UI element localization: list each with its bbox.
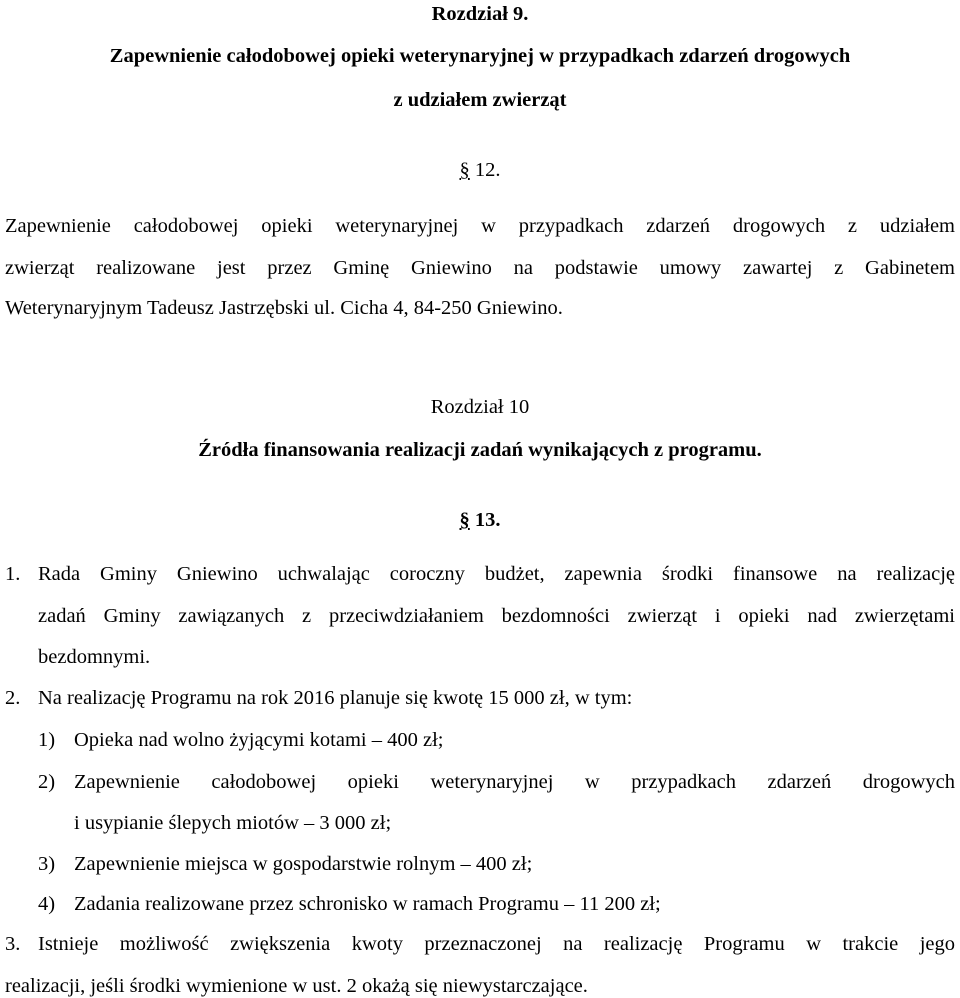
paragraph-3-line-2: realizacji, jeśli środki wymienione w ust. 2 okażą się niewystarczające. <box>5 975 588 997</box>
list-item-3-text: Zapewnienie miejsca w gospodarstwie rolnym – 400 zł; <box>74 853 533 875</box>
chapter-9-text-line-1: Zapewnienie całodobowej opieki weterynaryjnej w przypadkach zdarzeń drogowych z udziałem <box>5 215 955 237</box>
paragraph-1-line-2: zadań Gminy zawiązanych z przeciwdziałaniem bezdomności zwierząt i opieki nad zwierzętami <box>38 605 955 627</box>
section-mark: § <box>459 159 470 181</box>
section-number: 13. <box>474 509 501 531</box>
section-number: 12. <box>474 159 501 181</box>
list-item-4-number: 4) <box>38 893 56 915</box>
chapter-10-title: Rozdział 10 <box>430 396 530 418</box>
list-item-1-text: Opieka nad wolno żyjącymi kotami – 400 zł; <box>74 729 444 751</box>
chapter-9-subtitle-line-1: Zapewnienie całodobowej opieki weterynaryjnej w przypadkach zdarzeń drogowych <box>109 45 851 67</box>
chapter-10-subtitle: Źródła finansowania realizacji zadań wynikających z programu. <box>198 439 762 461</box>
section-mark: § <box>459 509 470 531</box>
paragraph-2-number: 2. <box>5 687 21 709</box>
chapter-9-text-line-2: zwierząt realizowane jest przez Gminę Gniewino na podstawie umowy zawartej z Gabinetem <box>5 257 955 279</box>
paragraph-2-line: Na realizację Programu na rok 2016 planuje się kwotę 15 000 zł, w tym: <box>38 687 633 709</box>
chapter-9-title: Rozdział 9. <box>431 3 529 25</box>
paragraph-1-line-3: bezdomnymi. <box>38 646 151 668</box>
list-item-3-number: 3) <box>38 853 56 875</box>
list-item-2-number: 2) <box>38 771 56 793</box>
list-item-4-text: Zadania realizowane przez schronisko w ramach Programu – 11 200 zł; <box>74 893 661 915</box>
section-13-heading <box>0 508 960 532</box>
chapter-9-text-line-3: Weterynaryjnym Tadeusz Jastrzębski ul. Cicha 4, 84-250 Gniewino. <box>5 297 563 319</box>
paragraph-3-line-1: Istnieje możliwość zwiększenia kwoty przeznaczonej na realizację Programu w trakcie jego <box>38 933 955 955</box>
list-item-2-continuation: i usypianie ślepych miotów – 3 000 zł; <box>74 812 392 834</box>
paragraph-1-line-1: Rada Gminy Gniewino uchwalając coroczny budżet, zapewnia środki finansowe na realizację <box>38 563 955 585</box>
paragraph-3-number: 3. <box>5 933 21 955</box>
list-item-1-number: 1) <box>38 729 56 751</box>
chapter-9-subtitle-line-2: z udziałem zwierząt <box>393 89 567 111</box>
list-item-2-text: Zapewnienie całodobowej opieki weterynaryjnej w przypadkach zdarzeń drogowych <box>74 771 955 793</box>
section-12-heading <box>0 158 960 182</box>
paragraph-1-number: 1. <box>5 563 21 585</box>
